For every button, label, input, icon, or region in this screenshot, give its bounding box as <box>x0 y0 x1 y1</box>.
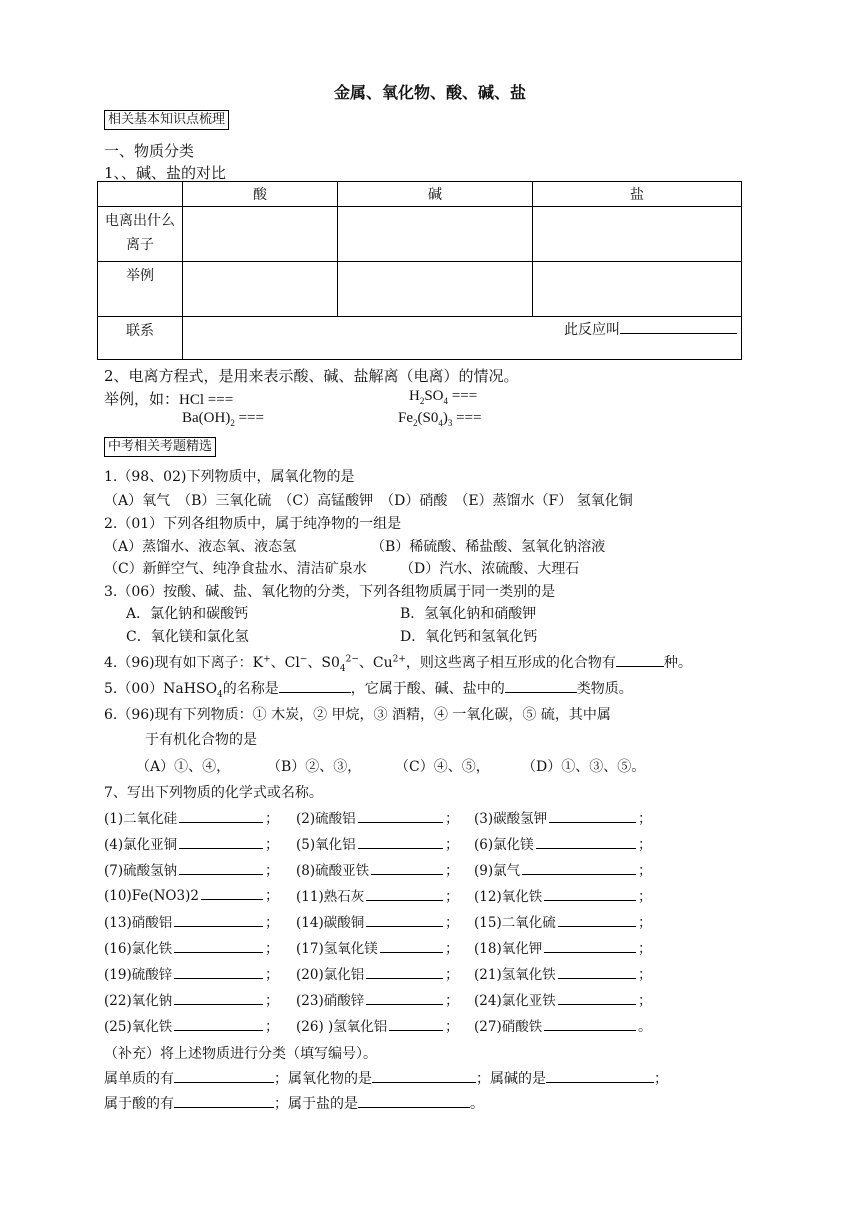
fill-item-label: (15)二氧化硫 <box>474 915 556 931</box>
fill-blank[interactable] <box>522 860 636 875</box>
fill-blank[interactable] <box>371 860 443 875</box>
question-2-option-b: （B）稀硫酸、稀盐酸、氢氧化钠溶液 <box>371 539 606 555</box>
separator: ； <box>265 837 279 853</box>
fill-item-label: (1)二氧化硅 <box>104 811 178 827</box>
fill-item-label: (6)氯化镁 <box>474 837 534 853</box>
fill-item <box>474 937 652 958</box>
fill-item <box>296 937 459 958</box>
heading-classification: 一、物质分类 <box>104 142 195 160</box>
separator: ； <box>638 915 652 931</box>
fill-item <box>296 859 459 880</box>
question-1-options: （A）氧气 （B）三氧化硫 （C）高锰酸钾 （D）硝酸 （E）蒸馏水（F） 氢氧化铜 <box>104 493 633 509</box>
fill-item <box>104 807 279 828</box>
table-cell <box>338 262 533 317</box>
fill-item-label: (5)氧化铝 <box>296 837 356 853</box>
fill-item <box>104 989 279 1010</box>
section-label-knowledge: 相关基本知识点梳理 <box>104 110 229 130</box>
separator: ； <box>445 811 459 827</box>
fill-item <box>296 911 459 932</box>
heading-comparison: 1、、碱、盐的对比 <box>104 164 227 182</box>
table-relation-cell <box>183 317 742 360</box>
separator: ； <box>638 993 652 1009</box>
fill-blank[interactable] <box>174 1068 274 1083</box>
comparison-table <box>97 181 742 360</box>
fill-blank[interactable] <box>389 1016 443 1031</box>
fill-item-label: (20)氯化铝 <box>296 967 365 983</box>
fill-item <box>474 833 652 854</box>
fill-item-label: (23)硝酸锌 <box>296 993 365 1009</box>
fill-blank[interactable] <box>505 678 577 693</box>
classify-line-1: 属单质的有 ；属氧化物的是 ；属碱的是 ； <box>104 1068 668 1088</box>
fill-item <box>474 807 652 828</box>
fill-item <box>104 963 279 984</box>
fill-item <box>296 963 459 984</box>
fill-blank[interactable] <box>544 1016 636 1031</box>
fill-item-label: (7)硫酸氢钠 <box>104 863 178 879</box>
fill-item <box>296 1015 459 1036</box>
fill-blank[interactable] <box>174 1093 274 1108</box>
question-6: 6.（96)现有下列物质：① 木炭，② 甲烷，③ 酒精，④ 一氧化碳，⑤ 硫，其中属 <box>104 707 611 723</box>
section-label-exam: 中考相关考题精选 <box>104 437 216 457</box>
fill-item <box>474 885 652 906</box>
fill-blank[interactable] <box>358 1093 470 1108</box>
supplement-instruction: （补充）将上述物质进行分类（填写编号）。 <box>104 1046 377 1062</box>
fill-item-label: (13)硝酸铝 <box>104 915 173 931</box>
fill-item <box>474 989 652 1010</box>
question-6-continued: 于有机化合物的是 <box>145 732 257 748</box>
fill-item <box>296 833 459 854</box>
fill-blank[interactable] <box>544 886 636 901</box>
classify-line-2: 属于酸的有 ；属于盐的是 。 <box>104 1093 484 1113</box>
separator: ； <box>265 863 279 879</box>
table-header-base: 碱 <box>338 182 533 207</box>
fill-item-label: (17)氢氧化镁 <box>296 941 378 957</box>
fill-blank[interactable] <box>174 990 263 1005</box>
fill-item <box>104 833 279 854</box>
separator: ； <box>445 889 459 905</box>
fill-item-label: (4)氯化亚铜 <box>104 837 178 853</box>
fill-item <box>296 989 459 1010</box>
fill-item-label: (2)硫酸铝 <box>296 811 356 827</box>
equation-fe2so43: $Fe_2(S0_4)_3$ === <box>398 410 482 428</box>
heading-ionization: 2、电离方程式，是用来表示酸、碱、盐解离（电离）的情况。 <box>104 367 519 385</box>
question-3-option-b: B．氢氧化钠和硝酸钾 <box>400 606 537 622</box>
fill-blank[interactable] <box>620 319 737 334</box>
question-2-option-a: （A）蒸馏水、液态氧、液态氢 <box>104 539 297 555</box>
fill-item-label: (9)氯气 <box>474 863 521 879</box>
table-row-label-ions: 电离出什么离子 <box>98 207 183 262</box>
question-5: 5.（00）NaHSO$_4$的名称是 ，它属于酸、碱、盐中的 类物质。 <box>104 678 633 698</box>
fill-item-label: (24)氯化亚铁 <box>474 993 556 1009</box>
question-1: 1.（98、02)下列物质中，属氧化物的是 <box>104 469 355 485</box>
separator: ； <box>638 811 652 827</box>
equation-hcl: HCl === <box>179 392 234 408</box>
separator: ； <box>638 967 652 983</box>
question-2-option-d: （D）汽水、浓硫酸、大理石 <box>400 561 580 577</box>
separator: ； <box>638 837 652 853</box>
question-3: 3.（06）按酸、碱、盐、氧化物的分类，下列各组物质属于同一类别的是 <box>104 584 556 600</box>
equation-prefix: 举例，如： <box>104 392 180 408</box>
fill-item <box>104 859 279 880</box>
separator: ； <box>638 941 652 957</box>
fill-item-label: (8)硫酸亚铁 <box>296 863 370 879</box>
question-2-option-c: （C）新鲜空气、纯净食盐水、清洁矿泉水 <box>104 561 367 577</box>
question-4: 4.（96)现有如下离子：K+、Cl−、$S0_4^{2-}$、$Cu^{2+}$，则这些离子相互形成的化合物有 种。 <box>104 652 692 672</box>
equation-h2so4: $H_2SO_4$ === <box>409 388 478 406</box>
table-header-acid: 酸 <box>183 182 338 207</box>
fill-item-label: (25)氧化铁 <box>104 1019 173 1035</box>
fill-blank[interactable] <box>174 964 263 979</box>
fill-item-label: (26) )氢氧化铝 <box>296 1019 388 1035</box>
fill-blank[interactable] <box>558 912 636 927</box>
table-cell <box>533 207 742 262</box>
separator: ； <box>445 915 459 931</box>
question-6-option-c: （C）④、⑤， <box>395 759 490 775</box>
separator: ； <box>445 837 459 853</box>
separator: 。 <box>638 1019 652 1035</box>
fill-item-label: (11)熟石灰 <box>296 889 365 905</box>
fill-blank[interactable] <box>201 885 263 900</box>
question-3-option-a: A．氯化钠和碳酸钙 <box>126 606 249 622</box>
fill-item-label: (19)硫酸锌 <box>104 967 173 983</box>
page-title: 金属、氧化物、酸、碱、盐 <box>333 83 526 102</box>
fill-blank[interactable] <box>174 912 263 927</box>
separator: ； <box>638 889 652 905</box>
fill-item-label: (14)碳酸铜 <box>296 915 365 931</box>
separator: ； <box>265 1019 279 1035</box>
fill-blank[interactable] <box>279 678 351 693</box>
separator: ； <box>265 967 279 983</box>
fill-item <box>104 885 279 905</box>
fill-blank[interactable] <box>549 808 636 823</box>
fill-item-label: (27)硝酸铁 <box>474 1019 543 1035</box>
fill-item-label: (10)Fe(NO3)2 <box>104 888 199 904</box>
fill-blank[interactable] <box>366 912 443 927</box>
fill-blank[interactable] <box>366 886 443 901</box>
fill-blank[interactable] <box>358 834 443 849</box>
fill-item-label: (3)碳酸氢钾 <box>474 811 548 827</box>
fill-blank[interactable] <box>179 834 263 849</box>
question-6-option-b: （B）②、③， <box>267 759 362 775</box>
question-7: 7、写出下列物质的化学式或名称。 <box>104 785 323 801</box>
equation-line-1 <box>104 388 233 409</box>
fill-item <box>474 1015 652 1036</box>
fill-item <box>474 963 652 984</box>
table-cell <box>533 262 742 317</box>
relation-note: 此反应叫 <box>564 322 620 338</box>
fill-blank[interactable] <box>380 938 443 953</box>
question-6-option-d: （D）①、③、⑤。 <box>522 759 646 775</box>
fill-item-label: (12)氧化铁 <box>474 889 543 905</box>
question-6-option-a: （A）①、④， <box>136 759 231 775</box>
separator: ； <box>638 863 652 879</box>
fill-item-label: (16)氯化铁 <box>104 941 173 957</box>
fill-blank[interactable] <box>366 990 443 1005</box>
fill-blank[interactable] <box>358 808 443 823</box>
fill-item <box>104 1015 279 1036</box>
table-row-label-example: 举例 <box>98 262 183 317</box>
table-corner-cell <box>98 182 183 207</box>
table-cell <box>338 207 533 262</box>
fill-item <box>474 911 652 932</box>
separator: ； <box>265 993 279 1009</box>
equation-baoh2: $Ba(OH)_2$ === <box>182 410 264 428</box>
fill-item-label: (22)氧化钠 <box>104 993 173 1009</box>
fill-item <box>296 807 459 828</box>
separator: ； <box>265 811 279 827</box>
fill-blank[interactable] <box>174 938 263 953</box>
fill-blank[interactable] <box>558 964 636 979</box>
question-2: 2.（01）下列各组物质中，属于纯净物的一组是 <box>104 516 402 532</box>
fill-blank[interactable] <box>616 652 664 667</box>
fill-blank[interactable] <box>366 964 443 979</box>
separator: ； <box>445 941 459 957</box>
fill-item-label: (18)氧化钾 <box>474 941 543 957</box>
separator: ； <box>265 941 279 957</box>
separator: ； <box>265 888 279 904</box>
fill-item <box>296 885 459 906</box>
fill-blank[interactable] <box>544 938 636 953</box>
fill-blank[interactable] <box>558 990 636 1005</box>
separator: ； <box>445 1019 459 1035</box>
fill-blank[interactable] <box>546 1068 654 1083</box>
fill-item <box>104 937 279 958</box>
table-cell <box>183 262 338 317</box>
fill-blank[interactable] <box>179 808 263 823</box>
fill-item <box>104 911 279 932</box>
fill-blank[interactable] <box>174 1016 263 1031</box>
separator: ； <box>265 915 279 931</box>
table-header-salt: 盐 <box>533 182 742 207</box>
fill-blank[interactable] <box>372 1068 476 1083</box>
table-row-label-relation: 联系 <box>98 317 183 360</box>
fill-blank[interactable] <box>179 860 263 875</box>
fill-item <box>474 859 652 880</box>
fill-blank[interactable] <box>536 834 636 849</box>
separator: ； <box>445 967 459 983</box>
separator: ； <box>445 863 459 879</box>
separator: ； <box>445 993 459 1009</box>
table-cell <box>183 207 338 262</box>
question-3-option-c: C．氧化镁和氯化氢 <box>126 629 249 645</box>
question-3-option-d: D．氧化钙和氢氧化钙 <box>400 629 538 645</box>
fill-item-label: (21)氢氧化铁 <box>474 967 556 983</box>
